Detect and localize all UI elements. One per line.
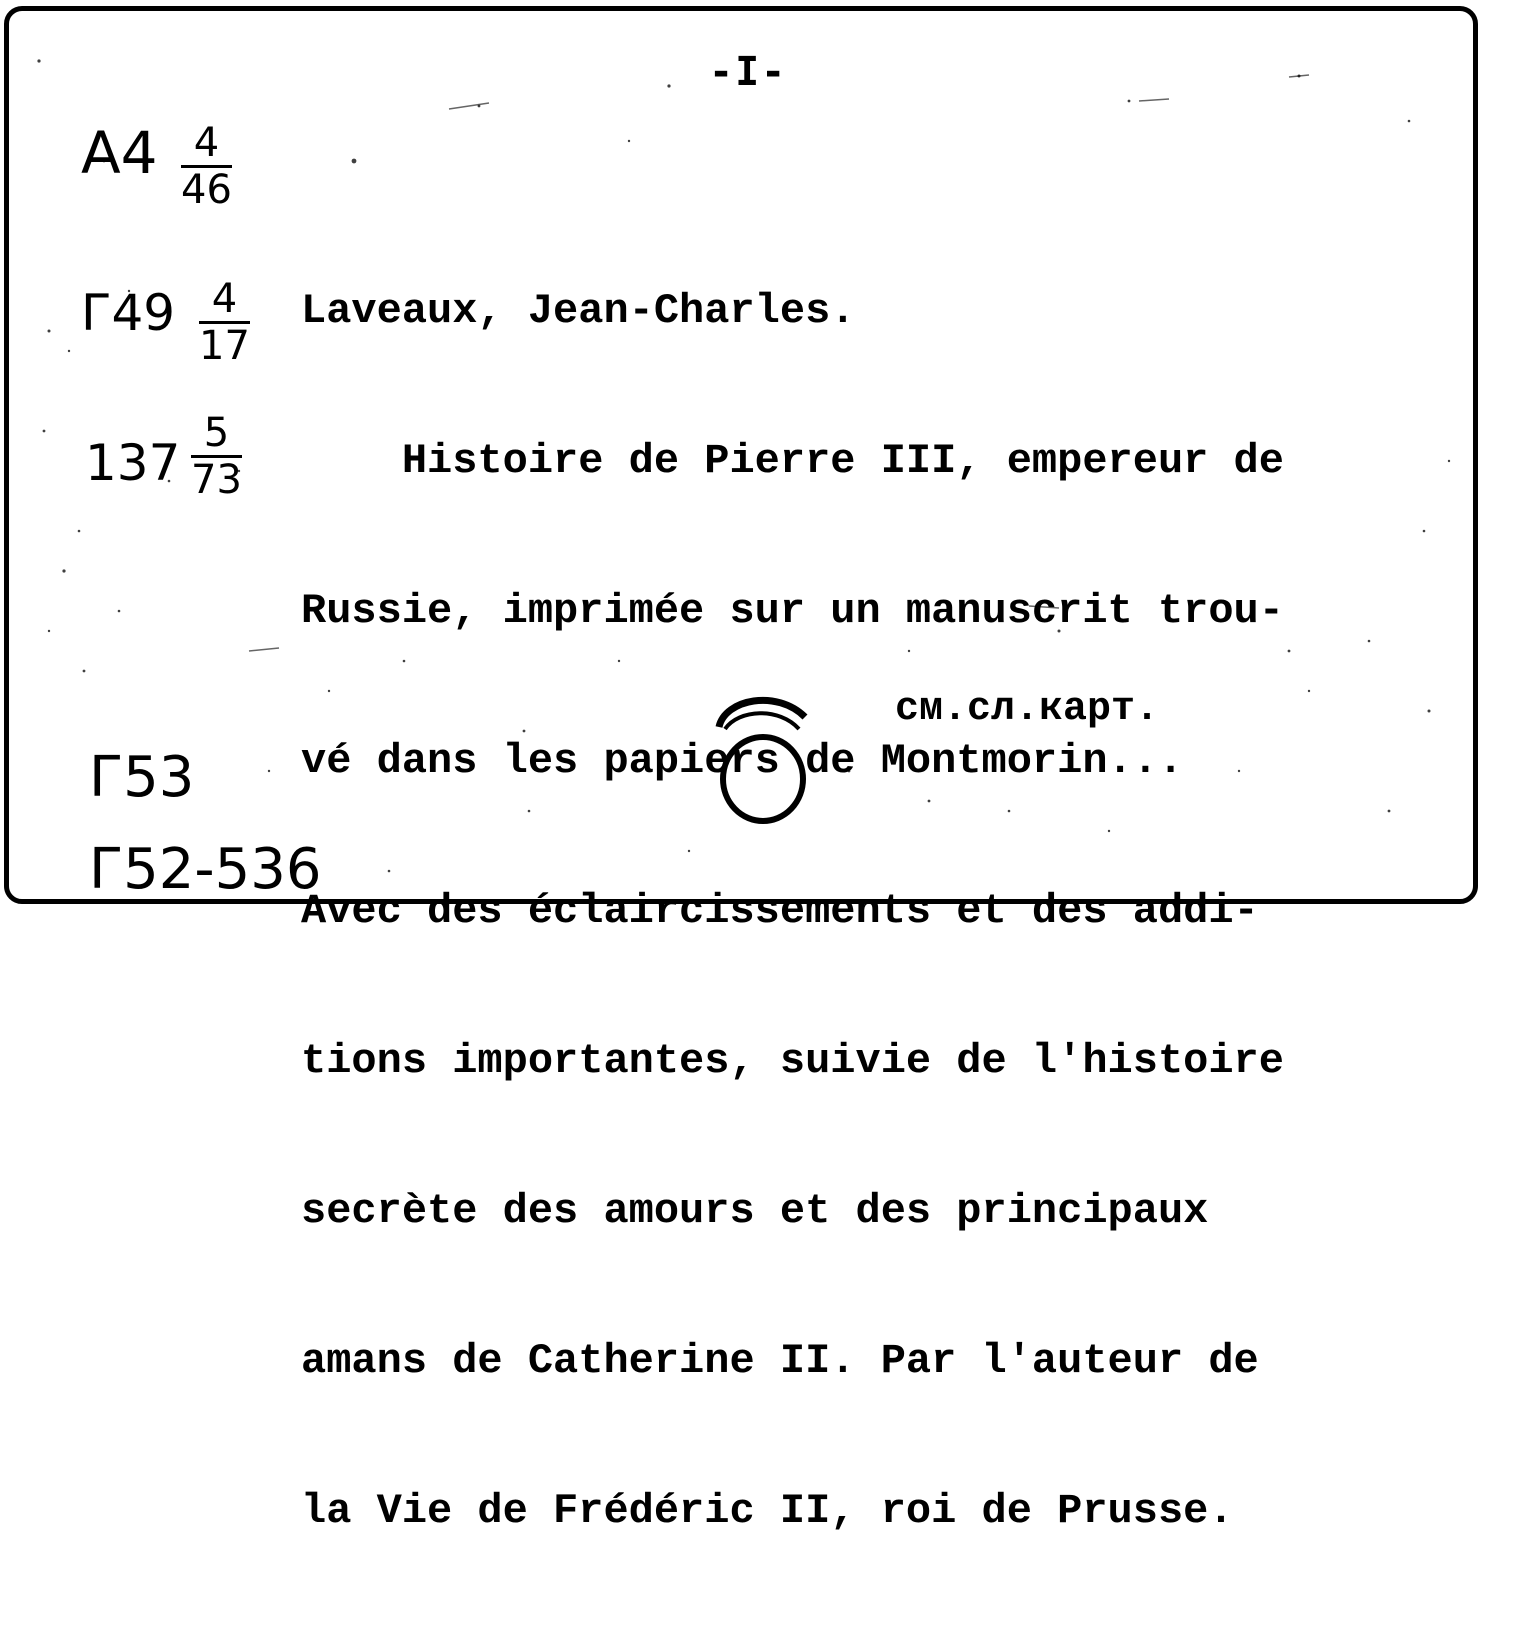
shelf-mark-fraction <box>191 411 242 502</box>
entry-line: vé dans les papiers de Montmorin... <box>301 737 1184 785</box>
shelf-mark-3 <box>85 434 181 492</box>
shelf-mark-numerator: 4 <box>199 277 250 324</box>
shelf-mark-numerator: 4 <box>181 121 232 168</box>
entry-line: secrète des amours et des principaux <box>301 1187 1209 1235</box>
shelf-mark-denominator: 46 <box>181 167 232 213</box>
catalog-card <box>4 6 1478 1535</box>
shelf-mark-denominator: 17 <box>199 323 250 369</box>
entry-line: amans de Catherine II. Par l'auteur de <box>301 1337 1259 1385</box>
card-page-number: -I- <box>709 49 788 95</box>
entry-line: Laveaux, Jean-Charles. <box>301 287 856 335</box>
entry-line: tions importantes, suivie de l'histoire <box>301 1037 1284 1085</box>
shelf-mark-bottom-1: Г53 <box>89 745 195 810</box>
entry-line: Histoire de Pierre III, empereur de <box>301 437 1284 485</box>
entry-line: Avec des éclaircissements et des addi- <box>301 887 1259 935</box>
shelf-mark-fraction <box>181 121 232 212</box>
shelf-mark-1 <box>81 119 158 187</box>
entry-line: la Vie de Frédéric II, roi de Prusse. <box>301 1487 1234 1535</box>
shelf-mark-fraction <box>199 277 250 368</box>
entry-line: Russie, imprimée sur un manuscrit trou- <box>301 587 1284 635</box>
shelf-mark-base: Г49 <box>81 284 176 342</box>
shelf-mark-numerator: 5 <box>191 411 242 458</box>
shelf-mark-base: 137 <box>85 434 181 492</box>
shelf-mark-bottom-2: Г52-536 <box>89 837 322 902</box>
bibliographic-entry <box>301 186 1284 1636</box>
shelf-mark-base: A4 <box>81 119 158 187</box>
reference-stamp-text: см.сл.карт. <box>895 687 1160 732</box>
library-stamp-icon <box>707 687 817 827</box>
shelf-mark-denominator: 73 <box>191 457 242 503</box>
shelf-mark-2 <box>81 284 176 342</box>
